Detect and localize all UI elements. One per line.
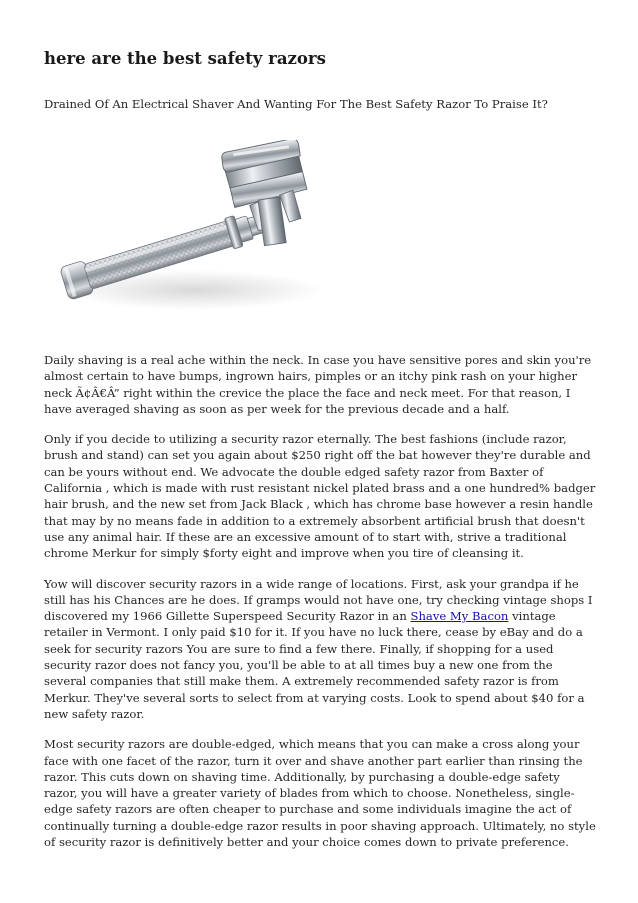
article-body xyxy=(44,352,596,864)
safety-razor-photo xyxy=(44,140,334,330)
paragraph-4: Most security razors are double-edged, which means that you can make a cross along your face with one facet of the razor, turn it over and shave another part earlier than rinsing the razor. This cuts down on shaving time. Additionally, by purchasing a double-edge safety razor, you will have a greater variety of blades from which to choose. Nonetheless, single-edge safety razors are often cheaper to purchase and some individuals imagine the act of continually turning a double-edge razor results in poor shaving approach. Ultimately, no style of security razor is definitively better and your choice comes down to private preference. xyxy=(44,737,596,850)
paragraph-1: Daily shaving is a real ache within the neck. In case you have sensitive pores and skin you're almost certain to have bumps, ingrown hairs, pimples or an itchy pink rash on your higher neck Ã¢Â€Â” right within the crevice the place the face and neck meet. For that reason, I have averaged shaving as soon as per week for the previous decade and a half. xyxy=(44,353,592,416)
paragraph-3-after: vintage retailer in Vermont. I only paid $10 for it. If you have no luck there, cease by eBay and do a seek for security razors You are sure to find a few there. Finally, if shopping for a used security razor does not fancy you, you'll be able to at all times buy a new one from the several companies that still make them. A extremely recommended safety razor is from Merkur. They've several sorts to select from at varying costs. Look to spend about $40 for a new safety razor. xyxy=(44,609,585,721)
page-subtitle: Drained Of An Electrical Shaver And Wanting For The Best Safety Razor To Praise It? xyxy=(44,97,548,111)
paragraph-3-before: Yow will discover security razors in a wide range of locations. First, ask your grandpa if he still has his Chances are he does. If gramps would not have one, try checking vintage shops I discovered my 1966 Gillette Superspeed Security Razor in an xyxy=(44,576,593,624)
shave-my-bacon-link[interactable]: Shave My Bacon xyxy=(410,609,509,624)
page-title: here are the best safety razors xyxy=(44,49,326,68)
safety-razor-icon xyxy=(44,140,334,330)
paragraph-3 xyxy=(44,576,596,723)
paragraph-2: Only if you decide to utilizing a security razor eternally. The best fashions (include razor, brush and stand) can set you again about $250 right off the bat however they're durable and can be yours without end. We advocate the double edged safety razor from Baxter of California , which is made with rust resistant nickel plated brass and a one hundred% badger hair brush, and the new set from Jack Black , which has chrome base however a resin handle that may by no means fade in addition to a extremely absorbent artificial brush that doesn't use any animal hair. If these are an excessive amount of to start with, strive a traditional chrome Merkur for simply $forty eight and improve when you tire of cleansing it. xyxy=(44,432,596,561)
